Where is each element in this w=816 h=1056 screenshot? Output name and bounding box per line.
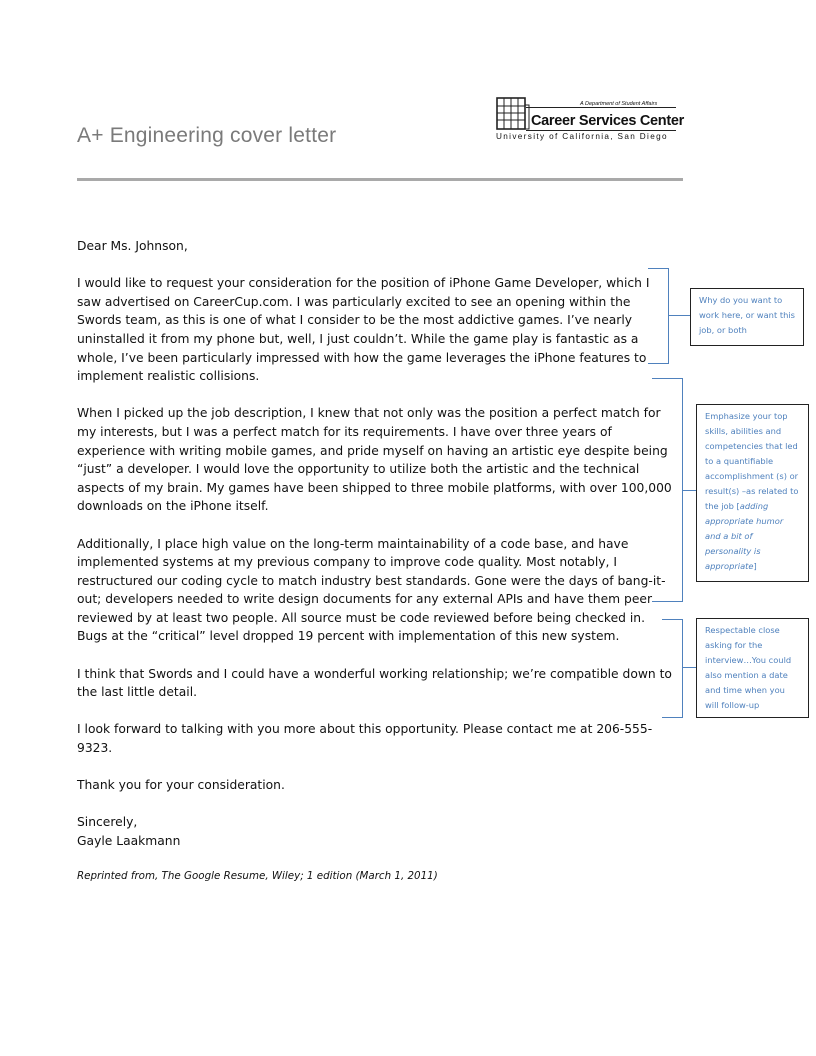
annotation-skills-italic: adding appropriate humor and a bit of personality is appropriate (705, 501, 784, 571)
letter-body (77, 237, 677, 904)
career-center-logo (496, 97, 682, 143)
paragraph-interest: I would like to request your consideration for the position of iPhone Game Developer, which I saw advertised on CareerCup.com. I was particularly excited to see an opening within the Swords team, as this is one of what I consider to be the most addictive games. I’ve nearly uninstalled it from my phone but, well, I just couldn’t. While the game play is fantastic as a whole, I’ve been particularly impressed with how the game leverages the iPhone features to implement realistic collisions. (77, 276, 650, 384)
annotation-skills-text: Emphasize your top skills, abilities and competencies that led to a quantifiable accomplishment (s) or result(s) –as related to the job [ (705, 411, 799, 511)
bracket-3 (662, 619, 683, 718)
page-title: A+ Engineering cover letter (77, 124, 337, 147)
building-logo-icon (496, 97, 530, 131)
salutation: Dear Ms. Johnson, (77, 239, 188, 253)
closing: Sincerely, (77, 815, 138, 830)
annotation-skills (696, 404, 809, 582)
bracket-1 (648, 268, 669, 364)
paragraph-fit: I think that Swords and I could have a wonderful working relationship; we’re compatible down to the last little detail. (77, 666, 672, 700)
paragraph-qualifications: When I picked up the job description, I knew that not only was the position a perfect match for my interests, but I was a perfect match for its requirements. I have over three years of experience with writing mobile games, and pride myself on having an artistic eye despite being “just” a developer. I would love the opportunity to utilize both the artistic and the technical aspects of my brain. My games have been shipped to three mobile platforms, with over 100,000 downloads on the iPhone itself. (77, 406, 672, 514)
paragraph-thanks: Thank you for your consideration. (77, 778, 285, 793)
annotation-close (696, 618, 809, 718)
bracket-1-connector (668, 315, 690, 316)
bracket-2-connector (682, 490, 696, 491)
signature-name: Gayle Laakmann (77, 834, 181, 848)
annotation-motivation (690, 288, 804, 346)
paragraph-contact: I look forward to talking with you more about this opportunity. Please contact me at 206-555-9323. (77, 722, 653, 756)
annotation-skills-suffix: ] (753, 561, 757, 571)
annotation-motivation-text: Why do you want to work here, or want this job, or both (699, 295, 795, 335)
title-divider (77, 178, 683, 181)
logo-university: University of California, San Diego (496, 132, 668, 141)
signature-block (77, 813, 677, 850)
logo-rule (526, 107, 676, 108)
bracket-3-connector (682, 667, 696, 668)
logo-name: Career Services Center (531, 113, 684, 129)
annotation-close-text: Respectable close asking for the interview…You could also mention a date and time when you will follow-up (705, 625, 792, 710)
bracket-2 (652, 378, 683, 602)
reprint-note: Reprinted from, The Google Resume, Wiley; 1 edition (March 1, 2011) (77, 869, 438, 882)
logo-department: A Department of Student Affairs (580, 101, 658, 107)
paragraph-accomplishments: Additionally, I place high value on the long-term maintainability of a code base, and have implemented systems at my previous company to improve code quality. Most notably, I restructured our coding cycle to match industry best standards. Gone were the days of bang-it-out; developers needed to write design documents for any external APIs and have them peer reviewed by at least two people. All source must be code reviewed before being checked in. Bugs at the “critical” level dropped 19 percent with implementation of this new system. (77, 536, 666, 644)
logo-underline (526, 130, 676, 131)
